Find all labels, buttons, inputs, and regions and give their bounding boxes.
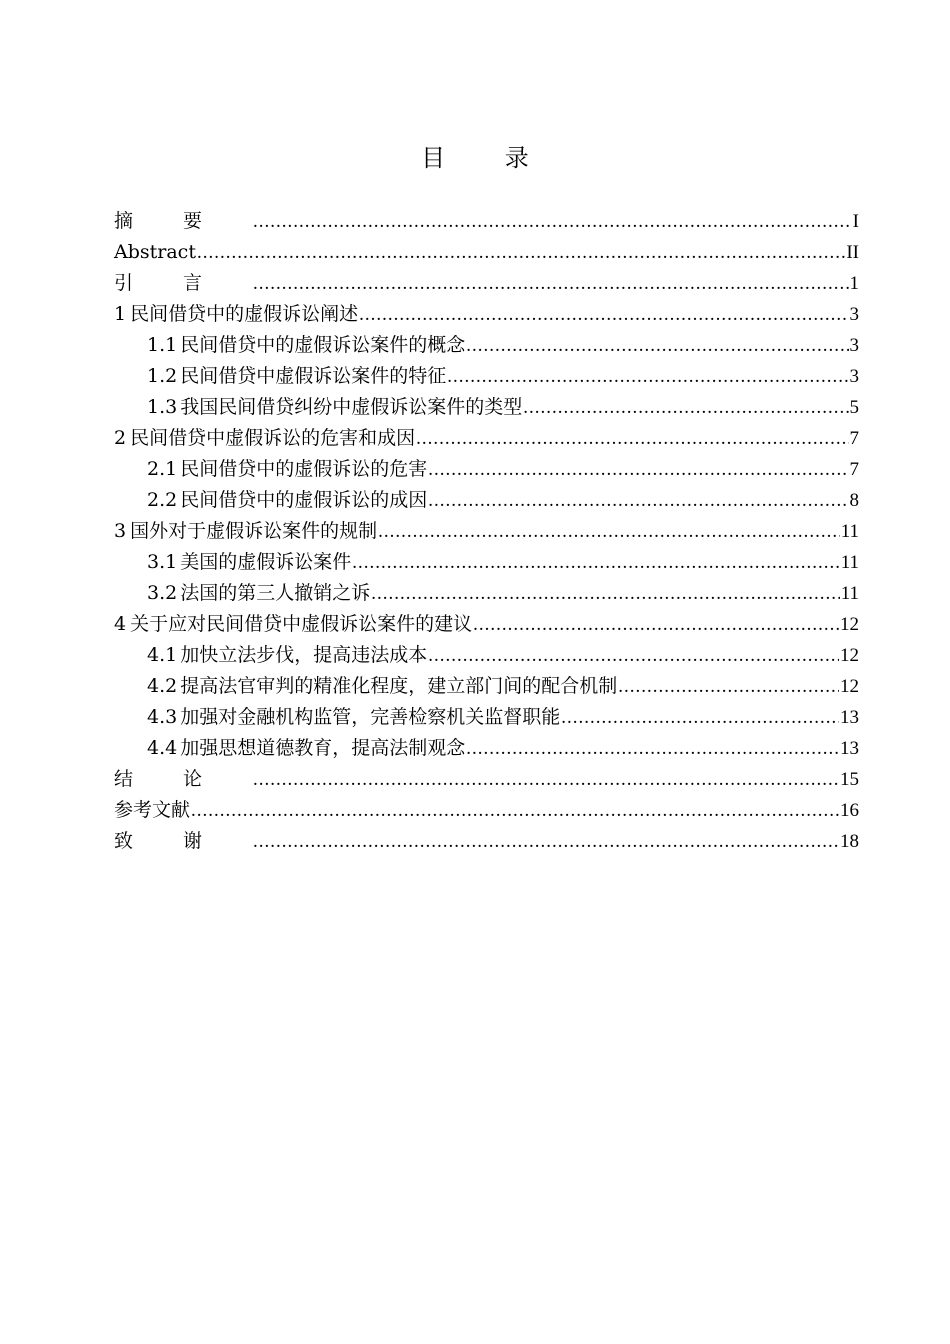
toc-entry[interactable] xyxy=(114,454,859,485)
dot-leader xyxy=(359,299,848,330)
toc-entry[interactable] xyxy=(114,671,859,702)
toc-page-number: 7 xyxy=(849,459,859,480)
toc-entry-text xyxy=(147,702,560,733)
toc-entry-label: Abstract xyxy=(114,241,196,263)
toc-entry-text xyxy=(147,640,427,671)
dot-leader xyxy=(352,547,839,578)
toc-entry-label: 我国民间借贷纠纷中虚假诉讼案件的类型 xyxy=(180,396,523,418)
toc-entry-label: 加强思想道德教育，提高法制观念 xyxy=(180,737,466,759)
toc-entry-number: 1.2 xyxy=(147,365,178,387)
toc-entry-number: 2 xyxy=(114,427,127,449)
toc-page-number: 12 xyxy=(840,645,859,666)
toc-entry-text xyxy=(147,671,617,702)
toc-entry[interactable] xyxy=(114,795,859,826)
toc-entry-label: 国外对于虚假诉讼案件的规制 xyxy=(130,520,378,542)
dot-leader xyxy=(428,454,848,485)
toc-entry-number: 3.2 xyxy=(147,582,178,604)
toc-entry-text xyxy=(114,423,415,454)
toc-entry[interactable] xyxy=(114,733,859,764)
toc-entry[interactable] xyxy=(114,764,859,795)
toc-entry-text xyxy=(114,795,190,826)
toc-entry-label: 民间借贷中的虚假诉讼的危害 xyxy=(180,458,428,480)
toc-page-number: 8 xyxy=(849,490,859,511)
toc-entry-number: 3.1 xyxy=(147,551,178,573)
dot-leader xyxy=(618,671,839,702)
toc-entry-text xyxy=(147,547,351,578)
toc-entry[interactable] xyxy=(114,640,859,671)
toc-entry[interactable] xyxy=(114,578,859,609)
toc-entry-number: 1 xyxy=(114,303,127,325)
dot-leader xyxy=(253,206,852,237)
toc-page-number: 11 xyxy=(840,521,859,542)
toc-entry-text xyxy=(147,733,465,764)
toc-entry-text xyxy=(114,268,252,299)
toc-entry-text xyxy=(114,299,358,330)
toc-page-number: 11 xyxy=(840,583,859,604)
table-of-contents xyxy=(114,206,859,857)
toc-entry-text xyxy=(147,330,465,361)
toc-entry[interactable] xyxy=(114,361,859,392)
toc-entry-text xyxy=(114,237,196,268)
toc-entry-number: 4 xyxy=(114,613,127,635)
toc-entry[interactable] xyxy=(114,237,859,268)
toc-entry-label: 民间借贷中的虚假诉讼案件的概念 xyxy=(180,334,466,356)
toc-page-number: I xyxy=(852,211,859,232)
toc-entry[interactable] xyxy=(114,547,859,578)
dot-leader xyxy=(447,361,848,392)
toc-entry[interactable] xyxy=(114,206,859,237)
toc-entry-label: 关于应对民间借贷中虚假诉讼案件的建议 xyxy=(130,613,473,635)
toc-page-number: 3 xyxy=(849,304,859,325)
toc-entry-text xyxy=(147,361,446,392)
dot-leader xyxy=(253,268,848,299)
toc-page-number: 11 xyxy=(840,552,859,573)
toc-page-number: 3 xyxy=(849,366,859,387)
dot-leader xyxy=(473,609,839,640)
toc-entry-number: 1.1 xyxy=(147,334,178,356)
toc-entry-label: 民间借贷中虚假诉讼的危害和成因 xyxy=(130,427,416,449)
toc-entry-label: 民间借贷中虚假诉讼案件的特征 xyxy=(180,365,447,387)
toc-entry[interactable] xyxy=(114,392,859,423)
toc-page-number: 7 xyxy=(849,428,859,449)
toc-entry-text xyxy=(114,826,252,857)
toc-entry-label: 民间借贷中的虚假诉讼阐述 xyxy=(130,303,359,325)
toc-entry-label: 加快立法步伐，提高违法成本 xyxy=(180,644,428,666)
toc-entry[interactable] xyxy=(114,702,859,733)
toc-entry[interactable] xyxy=(114,268,859,299)
toc-entry-text xyxy=(114,764,252,795)
toc-entry-number: 3 xyxy=(114,520,127,542)
toc-entry-text xyxy=(114,609,472,640)
toc-entry[interactable] xyxy=(114,516,859,547)
toc-page-number: 3 xyxy=(849,335,859,356)
dot-leader xyxy=(523,392,848,423)
toc-entry[interactable] xyxy=(114,330,859,361)
dot-leader xyxy=(428,485,848,516)
toc-entry-number: 4.1 xyxy=(147,644,178,666)
dot-leader xyxy=(253,764,839,795)
dot-leader xyxy=(371,578,839,609)
dot-leader xyxy=(466,330,848,361)
toc-entry-label: 民间借贷中的虚假诉讼的成因 xyxy=(180,489,428,511)
toc-entry-label: 结论 xyxy=(114,768,253,790)
toc-entry-label: 美国的虚假诉讼案件 xyxy=(180,551,352,573)
toc-entry-text xyxy=(114,206,252,237)
toc-entry-text xyxy=(147,485,427,516)
toc-page-number: 16 xyxy=(840,800,859,821)
toc-entry-label: 致谢 xyxy=(114,830,253,852)
dot-leader xyxy=(561,702,839,733)
toc-page-number: 12 xyxy=(840,676,859,697)
toc-entry-text xyxy=(147,578,370,609)
toc-entry-number: 4.4 xyxy=(147,737,178,759)
toc-page-number: 13 xyxy=(840,707,859,728)
toc-entry[interactable] xyxy=(114,609,859,640)
toc-entry-label: 参考文献 xyxy=(114,799,191,821)
dot-leader xyxy=(416,423,848,454)
toc-entry[interactable] xyxy=(114,485,859,516)
toc-entry-text xyxy=(114,516,377,547)
toc-entry-number: 4.3 xyxy=(147,706,178,728)
dot-leader xyxy=(191,795,839,826)
toc-entry[interactable] xyxy=(114,423,859,454)
dot-leader xyxy=(466,733,839,764)
toc-title: 目 录 xyxy=(421,144,555,172)
dot-leader xyxy=(428,640,839,671)
dot-leader xyxy=(378,516,840,547)
toc-page-number: 18 xyxy=(840,831,859,852)
toc-entry[interactable] xyxy=(114,299,859,330)
toc-page-number: II xyxy=(846,242,859,263)
toc-page-number: 12 xyxy=(840,614,859,635)
toc-entry-label: 加强对金融机构监管，完善检察机关监督职能 xyxy=(180,706,561,728)
toc-entry[interactable] xyxy=(114,826,859,857)
toc-entry-number: 1.3 xyxy=(147,396,178,418)
toc-entry-number: 2.1 xyxy=(147,458,178,480)
toc-entry-number: 4.2 xyxy=(147,675,178,697)
toc-entry-text xyxy=(147,392,522,423)
toc-entry-label: 摘要 xyxy=(114,210,253,232)
dot-leader xyxy=(253,826,839,857)
toc-entry-label: 提高法官审判的精准化程度，建立部门间的配合机制 xyxy=(180,675,618,697)
toc-page-number: 15 xyxy=(840,769,859,790)
toc-entry-label: 法国的第三人撤销之诉 xyxy=(180,582,371,604)
toc-page-number: 5 xyxy=(849,397,859,418)
toc-entry-number: 2.2 xyxy=(147,489,178,511)
toc-page-number: 1 xyxy=(849,273,859,294)
dot-leader xyxy=(197,237,845,268)
toc-entry-label: 引言 xyxy=(114,272,253,294)
toc-entry-text xyxy=(147,454,427,485)
toc-page-number: 13 xyxy=(840,738,859,759)
